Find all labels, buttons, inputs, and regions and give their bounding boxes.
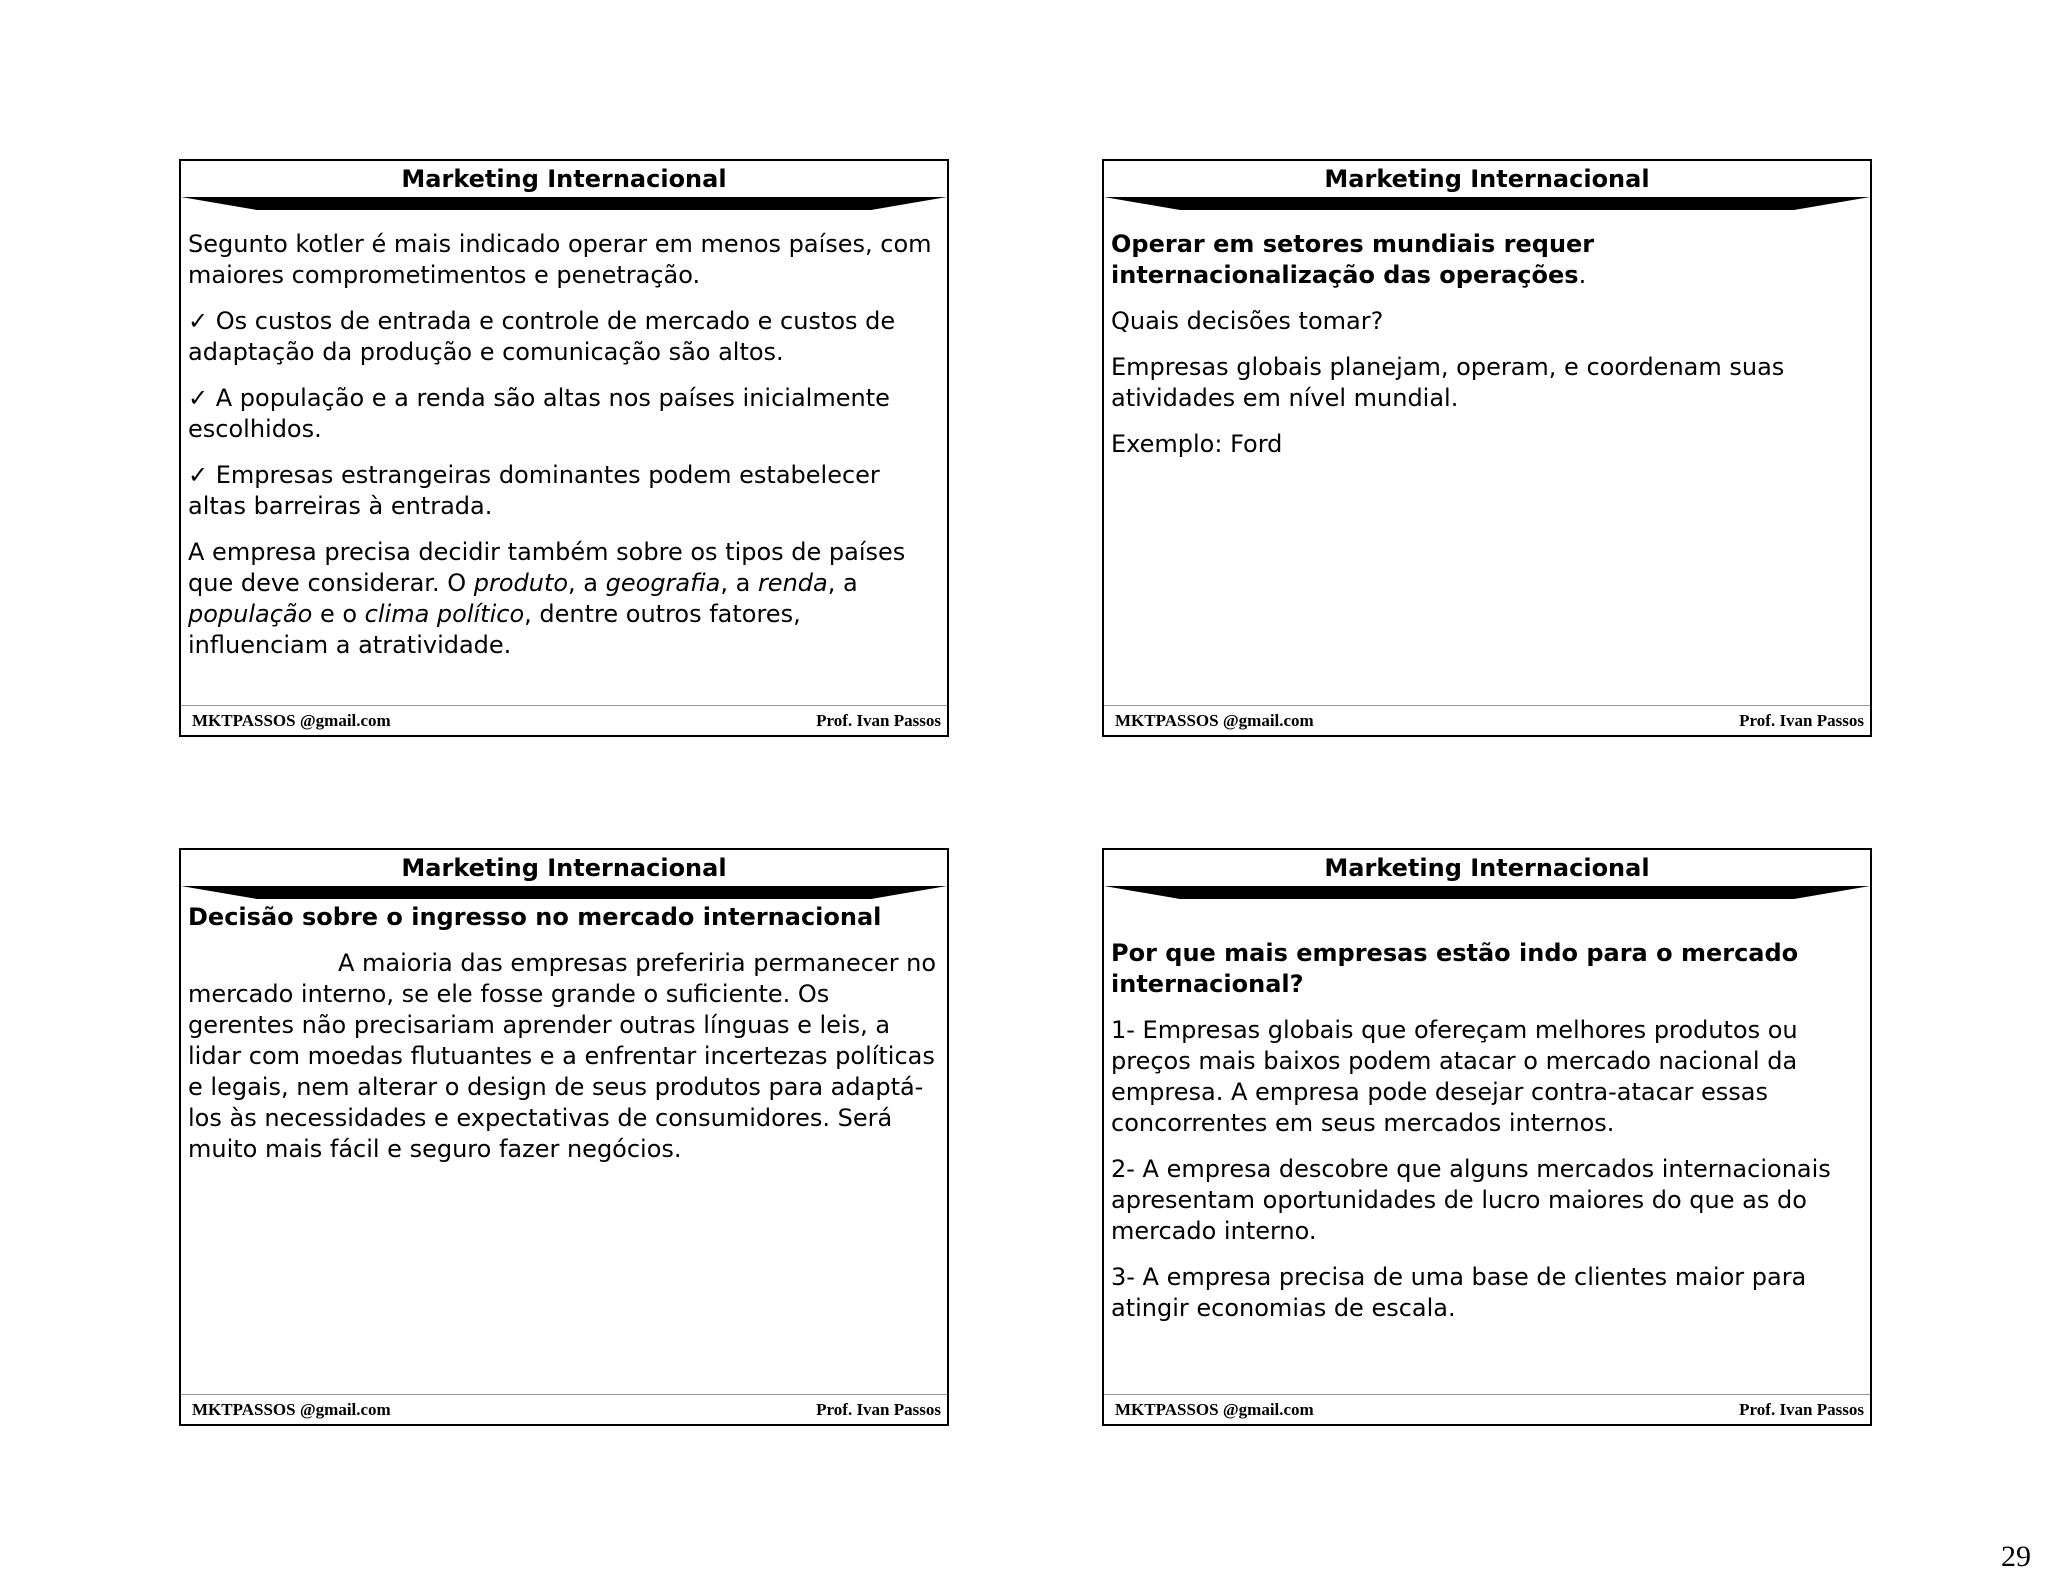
page-number: 29 (2001, 1540, 2031, 1573)
slide-title: Marketing Internacional (1324, 854, 1650, 882)
footer-author: Prof. Ivan Passos (816, 711, 941, 730)
bullet-text: Os custos de entrada e controle de mercado e custos de adaptação da produção e comunicação são altos. (188, 307, 896, 366)
paragraph: Quais decisões tomar? (1111, 307, 1384, 335)
emphasis-clima-politico: clima político (364, 600, 525, 628)
closing-text: , a (720, 569, 758, 597)
paragraph (188, 948, 941, 1165)
checkmark-icon: ✓ (188, 384, 209, 412)
emphasis-renda: renda (757, 569, 828, 597)
emphasis-produto: produto (473, 569, 569, 597)
bullet-item (188, 460, 941, 522)
footer-author: Prof. Ivan Passos (816, 1400, 941, 1419)
title-underline-bar (181, 197, 947, 210)
slide-title: Marketing Internacional (401, 854, 727, 882)
slide-body (188, 229, 941, 676)
emphasis-geografia: geografia (605, 569, 721, 597)
bullet-item (188, 306, 941, 368)
title-underline-bar (1104, 197, 1870, 210)
list-item: 3- A empresa precisa de uma base de clientes maior para atingir economias de escala. (1111, 1263, 1807, 1322)
closing-text: e o (312, 600, 365, 628)
slide-4 (1102, 848, 1872, 1426)
closing-text: , a (827, 569, 858, 597)
closing-text: A empresa precisa decidir também sobre os tipos de países que deve considerar. O (188, 538, 906, 597)
slide-body (1111, 938, 1864, 1339)
slide-1 (179, 159, 949, 737)
footer-email: MKTPASSOS @gmail.com (192, 1400, 391, 1419)
slide-body (188, 902, 941, 1180)
slide-heading: Por que mais empresas estão indo para o mercado internacional? (1111, 939, 1799, 998)
slide-title: Marketing Internacional (1324, 165, 1650, 193)
slide-title: Marketing Internacional (401, 165, 727, 193)
slide-2 (1102, 159, 1872, 737)
footer-author: Prof. Ivan Passos (1739, 1400, 1864, 1419)
footer-email: MKTPASSOS @gmail.com (1115, 1400, 1314, 1419)
heading-text: Operar em setores mundiais requer internacionalização das operações (1111, 230, 1595, 289)
bullet-text: Empresas estrangeiras dominantes podem estabelecer altas barreiras à entrada. (188, 461, 880, 520)
paragraph-text: A maioria das empresas preferiria permanecer no mercado interno, se ele fosse grande o suficiente. Os gerentes não precisariam aprender outras línguas e leis, a lidar com moedas flutuantes e a enfrentar incertezas políticas e legais, nem alterar o design de seus produtos para adaptá-los às necessidades e expectativas de consumidores. Será muito mais fácil e seguro fazer negócios. (188, 949, 937, 1163)
list-item: 2- A empresa descobre que alguns mercados internacionais apresentam oportunidades de lucro maiores do que as do mercado interno. (1111, 1155, 1831, 1245)
slide-heading (1111, 229, 1864, 291)
paragraph: Empresas globais planejam, operam, e coordenam suas atividades em nível mundial. (1111, 353, 1785, 412)
closing-text: , a (568, 569, 606, 597)
paragraph: Exemplo: Ford (1111, 430, 1283, 458)
list-item: 1- Empresas globais que ofereçam melhores produtos ou preços mais baixos podem atacar o mercado nacional da empresa. A empresa pode desejar contra-atacar essas concorrentes em seus mercados internos. (1111, 1016, 1798, 1137)
bullet-item (188, 383, 941, 445)
closing-text: , dentre outros fatores, influenciam a atratividade. (188, 600, 801, 659)
slide-footer (1104, 1394, 1870, 1424)
footer-author: Prof. Ivan Passos (1739, 711, 1864, 730)
slide-3 (179, 848, 949, 1426)
slide-body (1111, 229, 1864, 475)
checkmark-icon: ✓ (188, 307, 209, 335)
slide-footer (1104, 705, 1870, 735)
footer-email: MKTPASSOS @gmail.com (1115, 711, 1314, 730)
checkmark-icon: ✓ (188, 461, 209, 489)
slide-footer (181, 1394, 947, 1424)
emphasis-populacao: população (188, 600, 313, 628)
title-underline-bar (1104, 886, 1870, 899)
title-underline-bar (181, 886, 947, 899)
closing-paragraph (188, 537, 941, 661)
intro-paragraph: Segunto kotler é mais indicado operar em menos países, com maiores comprometimentos e penetração. (188, 230, 932, 289)
slide-heading: Decisão sobre o ingresso no mercado internacional (188, 903, 882, 931)
slide-footer (181, 705, 947, 735)
bullet-text: A população e a renda são altas nos países inicialmente escolhidos. (188, 384, 890, 443)
footer-email: MKTPASSOS @gmail.com (192, 711, 391, 730)
heading-period: . (1578, 261, 1587, 289)
